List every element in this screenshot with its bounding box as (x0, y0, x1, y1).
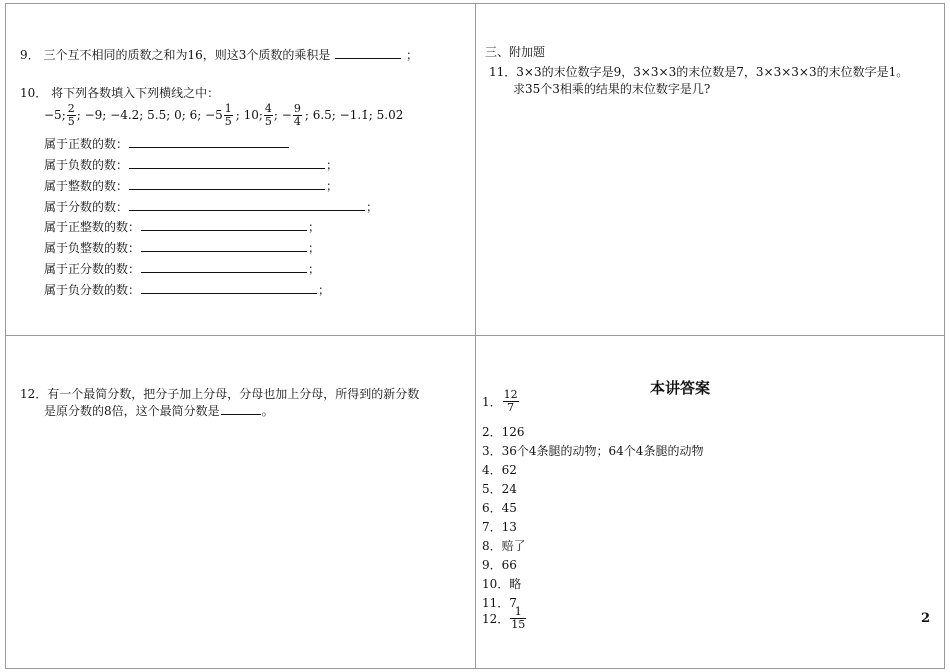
category-end: ； (318, 283, 331, 297)
answer-9: 9．66 (482, 558, 517, 572)
answers-title: 本讲答案 (650, 379, 711, 397)
q12-answer-blank[interactable] (221, 403, 261, 415)
q9-number: 9． (20, 48, 40, 62)
answer-7: 7．13 (482, 520, 517, 534)
answer-3: 3．36个4条腿的动物；64个4条腿的动物 (482, 444, 704, 458)
number-item: 2̇ (395, 108, 404, 122)
q9-answer-blank[interactable] (335, 47, 401, 59)
category-end: ； (366, 200, 379, 214)
category-answer-blank[interactable] (129, 178, 325, 190)
category-negative-integer (44, 239, 320, 256)
q9-text: 三个互不相同的质数之和为16，则这3个质数的乘积是 (43, 48, 331, 62)
category-positive (44, 135, 290, 152)
category-answer-blank[interactable] (129, 157, 325, 169)
number-item: ; − (273, 108, 292, 122)
fraction: $\frac{2}{5}$ (67, 101, 75, 128)
category-label: 属于整数的数： (44, 179, 129, 193)
fraction: $\frac{1}{5}$ (224, 101, 232, 128)
answer-6: 6．45 (482, 501, 517, 515)
category-positive-fraction (44, 260, 320, 277)
q12-end: 。 (261, 404, 274, 418)
answer-11: 11．7 (482, 596, 517, 610)
category-label: 属于负整数的数： (44, 241, 141, 255)
border-right (944, 3, 945, 669)
answer-number: 12． (482, 612, 510, 626)
category-positive-integer (44, 218, 320, 235)
category-answer-blank[interactable] (141, 261, 307, 273)
number-item: ; 10; (235, 108, 263, 122)
q12-line-1: 12．有一个最简分数，把分子加上分母，分母也加上分母，所得到的新分数 (20, 387, 420, 401)
question-9 (20, 46, 418, 63)
q11-line-2: 求35个3相乘的结果的末位数字是几? (513, 82, 711, 96)
fraction: $\frac{1}{15}$ (511, 605, 526, 631)
question-10 (20, 84, 219, 101)
answer-10: 10．略 (482, 577, 522, 591)
border-left (5, 3, 6, 669)
q10-number: 10． (20, 86, 48, 100)
fraction: $\frac{9}{4}$ (293, 101, 301, 128)
category-label: 属于正分数的数： (44, 262, 141, 276)
category-answer-blank[interactable] (129, 136, 289, 148)
q11-line-1: 11．3×3的末位数字是9，3×3×3的末位数是7，3×3×3×3的末位数字是1。 (489, 65, 909, 79)
number-item: −5; (44, 108, 66, 122)
answer-1 (482, 389, 520, 414)
category-end: ； (326, 158, 339, 172)
center-horizontal-divider (5, 335, 945, 336)
category-label: 属于正数的数： (44, 137, 129, 151)
section-3-title: 三、附加题 (485, 45, 546, 59)
q10-text: 将下列各数填入下列横线之中： (51, 86, 220, 100)
category-integer (44, 177, 338, 194)
category-answer-blank[interactable] (129, 199, 365, 211)
category-end: ； (308, 262, 321, 276)
answer-12 (482, 606, 527, 631)
fraction: $\frac{4}{5}$ (264, 101, 272, 128)
page-number: 2 (921, 611, 931, 626)
category-answer-blank[interactable] (141, 240, 307, 252)
category-negative (44, 156, 338, 173)
q10-number-list (44, 100, 403, 130)
category-answer-blank[interactable] (141, 219, 307, 231)
category-label: 属于负数的数： (44, 158, 129, 172)
number-item: ; −9; −4.2; 5.5; 0; 6; −5 (76, 108, 223, 122)
category-fraction (44, 198, 378, 215)
answer-number: 1． (482, 395, 502, 409)
q12-text: 是原分数的8倍，这个最简分数是 (44, 404, 220, 418)
answer-8: 8．赔了 (482, 539, 526, 553)
category-end: ； (326, 179, 339, 193)
q9-end: ； (406, 48, 419, 62)
category-label: 属于分数的数： (44, 200, 129, 214)
answer-2: 2．126 (482, 425, 525, 439)
category-end: ； (308, 220, 321, 234)
answer-5: 5．24 (482, 482, 517, 496)
category-end: ； (308, 241, 321, 255)
category-answer-blank[interactable] (141, 282, 317, 294)
category-label: 属于负分数的数： (44, 283, 141, 297)
answer-4: 4．62 (482, 463, 517, 477)
fraction: $\frac{12}{7}$ (503, 388, 518, 414)
category-negative-fraction (44, 281, 330, 298)
q12-line-2 (44, 402, 274, 419)
category-label: 属于正整数的数： (44, 220, 141, 234)
number-item: ; 6.5; −1.1̇; 5.0 (304, 108, 396, 122)
center-vertical-divider (475, 3, 476, 669)
